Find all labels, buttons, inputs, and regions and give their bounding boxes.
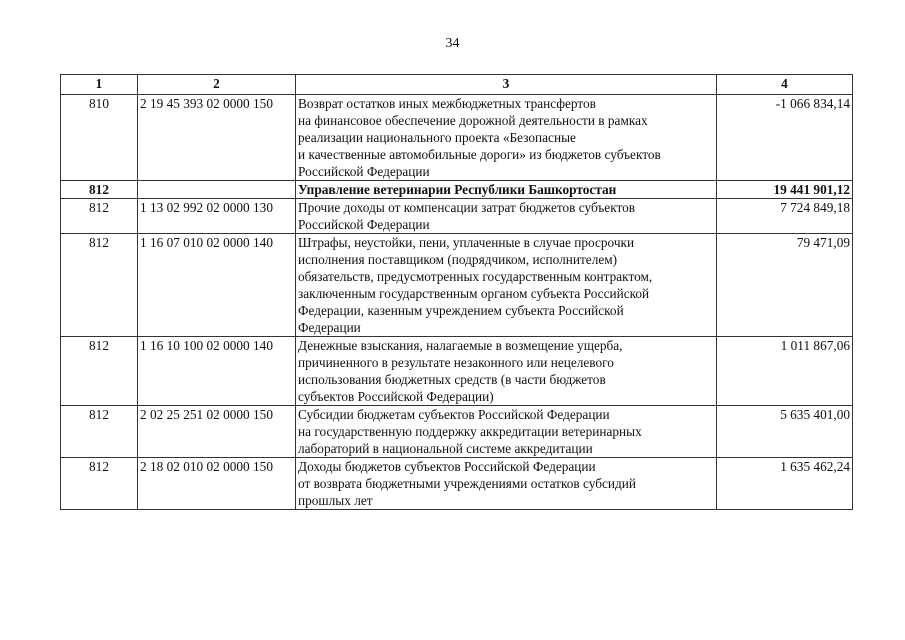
revenue-name-line: обязательств, предусмотренных государственным контрактом, <box>298 269 653 284</box>
revenue-name-line: Российской Федерации <box>298 164 430 179</box>
header-row <box>61 75 853 95</box>
revenue-name-line: на финансовое обеспечение дорожной деятельности в рамках <box>298 113 648 128</box>
revenue-name-line: лабораторий в национальной системе аккредитации <box>298 441 593 456</box>
amount-cell: 19 441 901,12 <box>717 181 853 199</box>
revenue-name-line: Возврат остатков иных межбюджетных трансфертов <box>298 96 596 111</box>
budget-code-cell: 1 16 07 010 02 0000 140 <box>138 234 296 337</box>
budget-code-cell: 2 19 45 393 02 0000 150 <box>138 95 296 181</box>
revenue-name-line: Федерации <box>298 320 361 335</box>
table-header <box>61 75 853 95</box>
revenue-name-cell <box>296 181 717 199</box>
admin-code-cell: 812 <box>61 406 138 458</box>
header-col-1: 1 <box>61 75 138 95</box>
table-body <box>61 95 853 510</box>
admin-code-cell: 810 <box>61 95 138 181</box>
revenue-name-line: Российской Федерации <box>298 217 430 232</box>
admin-code-cell: 812 <box>61 199 138 234</box>
revenue-name-cell <box>296 95 717 181</box>
budget-code-cell <box>138 181 296 199</box>
budget-code-cell: 2 02 25 251 02 0000 150 <box>138 406 296 458</box>
table-row <box>61 337 853 406</box>
revenue-name-cell <box>296 406 717 458</box>
revenue-name-line: Прочие доходы от компенсации затрат бюджетов субъектов <box>298 200 636 215</box>
amount-cell: 79 471,09 <box>717 234 853 337</box>
revenue-name-line: от возврата бюджетными учреждениями остатков субсидий <box>298 476 636 491</box>
table-row <box>61 199 853 234</box>
budget-table <box>60 74 853 510</box>
revenue-name-line: субъектов Российской Федерации) <box>298 389 494 404</box>
revenue-name-cell <box>296 337 717 406</box>
revenue-name-line: Денежные взыскания, налагаемые в возмещение ущерба, <box>298 338 623 353</box>
amount-cell: 7 724 849,18 <box>717 199 853 234</box>
admin-code-cell: 812 <box>61 337 138 406</box>
admin-code-cell: 812 <box>61 234 138 337</box>
revenue-name-line: Доходы бюджетов субъектов Российской Федерации <box>298 459 596 474</box>
admin-code-cell: 812 <box>61 458 138 510</box>
amount-cell: 5 635 401,00 <box>717 406 853 458</box>
header-col-3: 3 <box>296 75 717 95</box>
revenue-name-line: Субсидии бюджетам субъектов Российской Федерации <box>298 407 610 422</box>
table-row <box>61 458 853 510</box>
table-row <box>61 234 853 337</box>
revenue-name-line: и качественные автомобильные дороги» из бюджетов субъектов <box>298 147 661 162</box>
amount-cell: 1 011 867,06 <box>717 337 853 406</box>
header-col-2: 2 <box>138 75 296 95</box>
revenue-name-line: на государственную поддержку аккредитации ветеринарных <box>298 424 642 439</box>
budget-code-cell: 2 18 02 010 02 0000 150 <box>138 458 296 510</box>
revenue-name-cell <box>296 234 717 337</box>
revenue-name-line: использования бюджетных средств (в части бюджетов <box>298 372 606 387</box>
amount-cell: -1 066 834,14 <box>717 95 853 181</box>
budget-code-cell: 1 13 02 992 02 0000 130 <box>138 199 296 234</box>
table-row <box>61 181 853 199</box>
revenue-name-cell <box>296 458 717 510</box>
admin-code-cell: 812 <box>61 181 138 199</box>
amount-cell: 1 635 462,24 <box>717 458 853 510</box>
revenue-name-line: причиненного в результате незаконного или нецелевого <box>298 355 614 370</box>
revenue-name-line: исполнения поставщиком (подрядчиком, исполнителем) <box>298 252 618 267</box>
revenue-name-line: заключенным государственным органом субъекта Российской <box>298 286 650 301</box>
revenue-name-line: Управление ветеринарии Республики Башкортостан <box>298 182 617 197</box>
table-row <box>61 406 853 458</box>
table-row <box>61 95 853 181</box>
header-col-4: 4 <box>717 75 853 95</box>
revenue-name-line: Штрафы, неустойки, пени, уплаченные в случае просрочки <box>298 235 635 250</box>
revenue-name-line: реализации национального проекта «Безопасные <box>298 130 576 145</box>
revenue-name-line: Федерации, казенным учреждением субъекта Российской <box>298 303 624 318</box>
revenue-name-cell <box>296 199 717 234</box>
revenue-name-line: прошлых лет <box>298 493 373 508</box>
page-number: 34 <box>445 36 460 51</box>
budget-code-cell: 1 16 10 100 02 0000 140 <box>138 337 296 406</box>
